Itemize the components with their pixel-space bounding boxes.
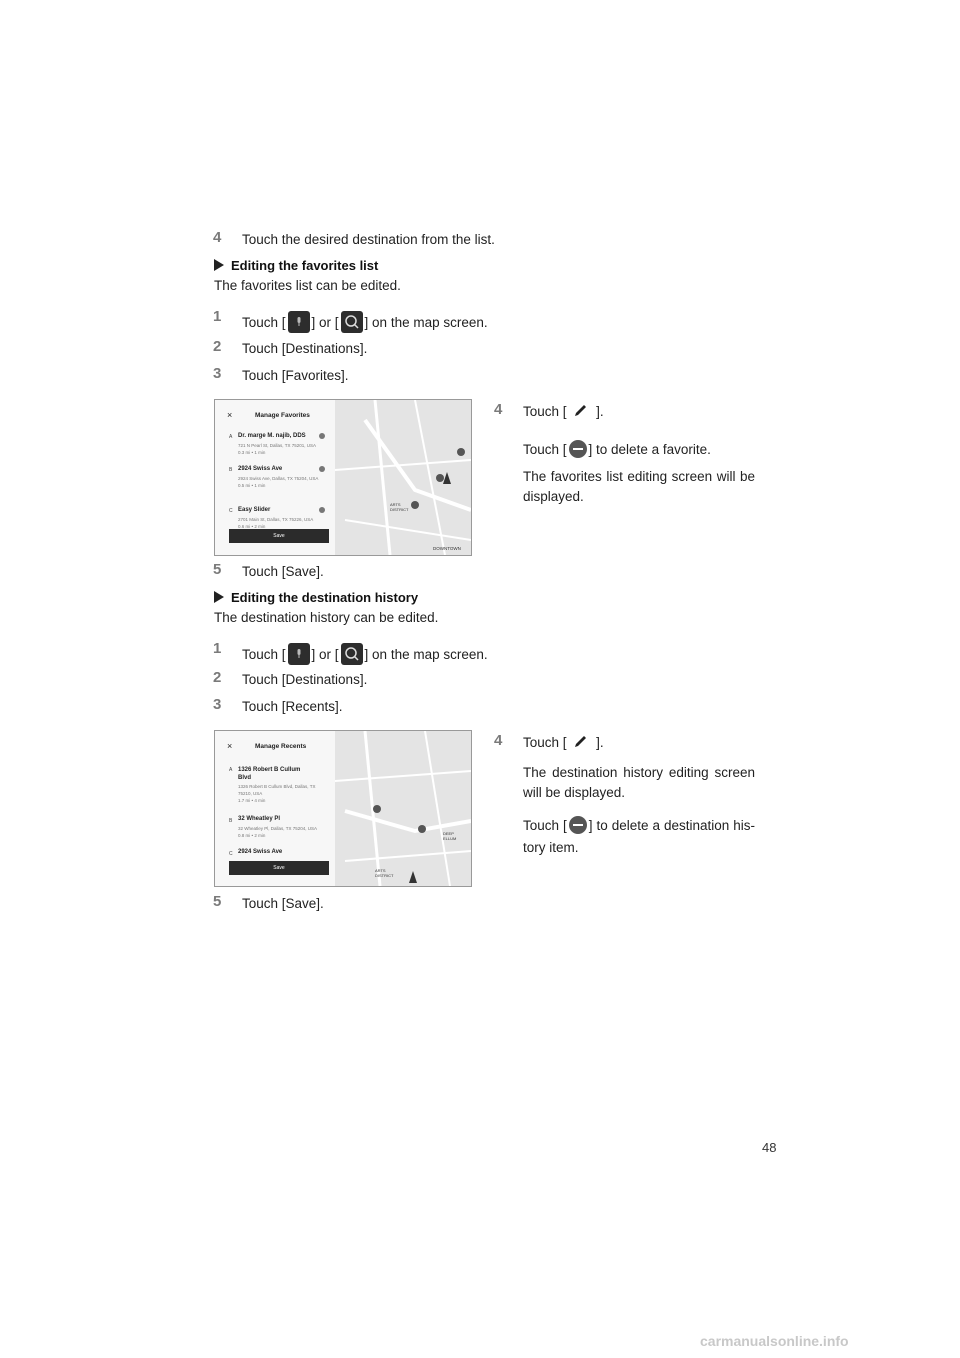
map-label: ARTS DISTRICT (390, 502, 409, 512)
map-label: ARTS DISTRICT (375, 868, 394, 878)
step-number: 2 (213, 338, 222, 355)
page-number: 48 (762, 1140, 777, 1155)
list-panel (215, 731, 335, 886)
heading-text: Editing the destination history (231, 590, 419, 605)
pencil-icon (573, 735, 589, 749)
panel-title: Manage Favorites (255, 412, 310, 419)
step-text: Touch the desired destination from the list. (242, 232, 495, 247)
entry-letter: B (229, 467, 233, 473)
step-number: 5 (213, 561, 222, 578)
entry-sub: 721 N Pearl St, Dallas, TX 75201, USA 0.3 mi • 1 min (238, 443, 316, 455)
text-part: Touch [ (523, 735, 567, 750)
watermark: carmanualsonline.info (700, 1333, 849, 1349)
entry-sub: 32 Wheatley Pl, Dallas, TX 75204, USA 0.8 mi • 2 min (238, 826, 317, 838)
section-intro: The destination history can be edited. (214, 610, 439, 625)
entry-name[interactable]: 32 Wheatley Pl (238, 816, 281, 822)
text-part: Touch [ (242, 647, 286, 662)
section-heading-favorites (214, 258, 378, 273)
close-icon[interactable]: × (227, 410, 233, 420)
step-number: 1 (213, 640, 222, 657)
step-text: Touch [Destinations]. (242, 672, 368, 687)
text-part: Touch [ (523, 404, 567, 419)
text-part: ] or [ (311, 647, 339, 662)
entry-letter: C (229, 508, 233, 514)
section-heading-history (214, 590, 418, 605)
step-text (523, 735, 604, 750)
step-text (523, 404, 604, 419)
text-part: ] on the map screen. (364, 647, 488, 662)
entry-name[interactable]: 2924 Swiss Ave (238, 466, 283, 472)
manage-favorites-screenshot (214, 399, 472, 556)
entry-name[interactable]: 1326 Robert B Cullum Blvd (238, 767, 301, 781)
entry-name[interactable]: Easy Slider (238, 507, 271, 513)
display-note: The favorites list editing screen will be displayed. (523, 469, 755, 504)
text-part: ] to delete a favorite. (588, 442, 711, 457)
entry-letter: C (229, 851, 233, 857)
step-text: Touch [Destinations]. (242, 341, 368, 356)
manage-recents-screenshot (214, 730, 472, 887)
entry-letter: A (229, 434, 233, 440)
text-part: ] to delete a destination his-tory item. (523, 818, 756, 855)
save-button[interactable]: Save (229, 861, 329, 875)
delete-instruction (523, 815, 755, 859)
arrow-right-icon (214, 591, 224, 603)
pencil-icon (573, 404, 589, 418)
close-icon[interactable]: × (227, 741, 233, 751)
step-text: Touch [Save]. (242, 896, 324, 911)
text-part: ] or [ (311, 315, 339, 330)
minus-circle-icon (569, 440, 587, 458)
heading-text: Editing the favorites list (231, 258, 379, 273)
entry-name[interactable]: Dr. marge M. najib, DDS (238, 433, 306, 439)
entry-letter: B (229, 818, 233, 824)
step-number: 2 (213, 669, 222, 686)
entry-sub: 2701 Main St, Dallas, TX 75226, USA 0.6 mi • 2 min (238, 517, 314, 529)
microphone-icon (288, 311, 310, 333)
display-note: The destination history editing screen will be displayed. (523, 765, 755, 800)
step-number: 5 (213, 893, 222, 910)
search-icon (341, 643, 363, 665)
step-number: 4 (494, 732, 503, 749)
section-intro: The favorites list can be edited. (214, 278, 401, 293)
minus-circle-icon[interactable] (319, 466, 325, 472)
step-number: 1 (213, 308, 222, 325)
entry-sub: 2924 Swiss Ave, Dallas, TX 75204, USA 0.5 mi • 1 min (238, 476, 319, 488)
delete-instruction (523, 440, 711, 458)
step-number: 4 (213, 229, 222, 246)
step-text (242, 311, 488, 333)
step-text: Touch [Favorites]. (242, 368, 349, 383)
minus-circle-icon[interactable] (319, 507, 325, 513)
step-text (242, 643, 488, 665)
step-number: 3 (213, 365, 222, 382)
map-label: DOWNTOWN (433, 546, 461, 551)
text-part: Touch [ (523, 442, 567, 457)
text-part: Touch [ (523, 818, 567, 833)
search-icon (341, 311, 363, 333)
step-text: Touch [Recents]. (242, 699, 343, 714)
text-part: ]. (596, 735, 604, 750)
minus-circle-icon[interactable] (319, 433, 325, 439)
step-text: Touch [Save]. (242, 564, 324, 579)
entry-sub: 1326 Robert B Cullum Blvd, Dallas, TX 75210, USA 1.7 mi • 4 min (238, 784, 316, 803)
text-part: ]. (596, 404, 604, 419)
step-number: 4 (494, 401, 503, 418)
arrow-right-icon (214, 259, 224, 271)
step-number: 3 (213, 696, 222, 713)
save-button[interactable]: Save (229, 529, 329, 543)
entry-letter: A (229, 767, 233, 773)
list-panel (215, 400, 335, 555)
text-part: ] on the map screen. (364, 315, 488, 330)
entry-name[interactable]: 2924 Swiss Ave (238, 849, 283, 855)
panel-title: Manage Recents (255, 743, 307, 750)
minus-circle-icon (569, 816, 587, 834)
microphone-icon (288, 643, 310, 665)
map-label: DEEP ELLUM (443, 831, 457, 841)
text-part: Touch [ (242, 315, 286, 330)
